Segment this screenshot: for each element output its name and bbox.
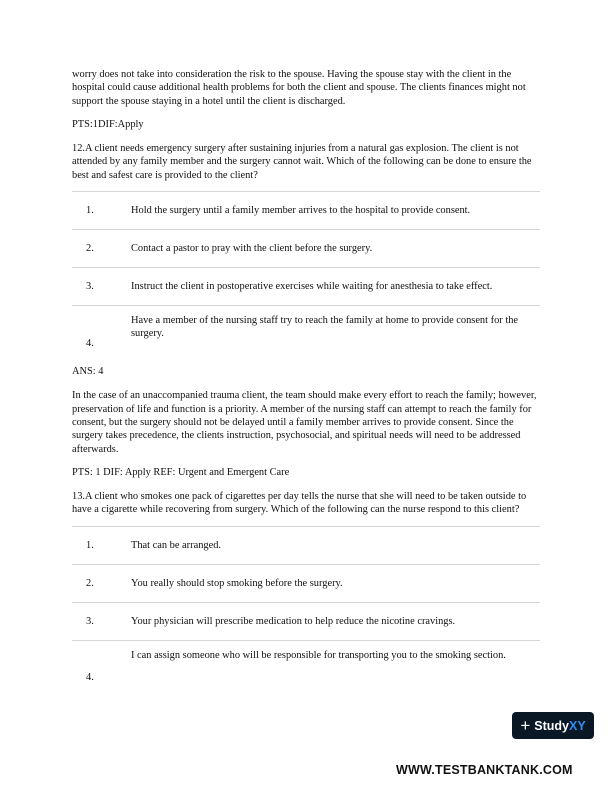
option-row <box>72 268 540 306</box>
option-row <box>72 192 540 230</box>
previous-meta: PTS:1DIF:Apply <box>72 118 144 130</box>
question-12-rationale: In the case of an unaccompanied trauma client, the team should make every effort to reach the family; however, preservation of life and function is a priority. A member of the nursing staff can attempt to reach the family for consent, but the surgery should not be delayed until a family member arrives to provide consent. Since the surgery takes precedence, the clients instruction, psychosocial, and spiritual needs will need to be addressed afterwards. <box>72 390 537 455</box>
site-url: WWW.TESTBANKTANK.COM <box>396 763 573 777</box>
logo-xy-text: XY <box>568 718 586 733</box>
option-number: 4. <box>86 337 94 349</box>
option-row <box>72 527 540 565</box>
option-text: You really should stop smoking before the surgery. <box>131 577 343 589</box>
studyxy-logo <box>512 712 594 739</box>
question-12-meta: PTS: 1 DIF: Apply REF: Urgent and Emergent Care <box>72 466 290 478</box>
logo-study-text: Study <box>534 718 569 733</box>
option-row <box>72 230 540 268</box>
option-text: Contact a pastor to pray with the client before the surgery. <box>131 242 373 254</box>
option-row <box>72 641 540 689</box>
option-number: 1. <box>86 539 94 551</box>
question-12-options <box>72 191 540 354</box>
document-page <box>72 68 540 689</box>
option-text: Have a member of the nursing staff try to reach the family at home to provide consent for the surgery. <box>131 315 519 340</box>
option-number: 3. <box>86 280 94 292</box>
question-12-answer: ANS: 4 <box>72 366 104 378</box>
option-number: 2. <box>86 242 94 254</box>
option-text: Hold the surgery until a family member arrives to the hospital to provide consent. <box>131 204 471 216</box>
option-row <box>72 565 540 603</box>
option-text: I can assign someone who will be responsible for transporting you to the smoking section. <box>131 649 506 661</box>
option-row <box>72 306 540 354</box>
option-text: Instruct the client in postoperative exercises while waiting for anesthesia to take effect. <box>131 280 493 292</box>
option-row <box>72 603 540 641</box>
option-text: That can be arranged. <box>131 539 221 551</box>
question-13-stem: 13.A client who smokes one pack of cigarettes per day tells the nurse that she will need to be taken outside to have a cigarette while recovering from surgery. Which of the following can the nurse respond to this client? <box>72 491 527 516</box>
question-13-options <box>72 526 540 689</box>
option-text: Your physician will prescribe medication to help reduce the nicotine cravings. <box>131 615 456 627</box>
option-number: 1. <box>86 204 94 216</box>
option-number: 2. <box>86 577 94 589</box>
question-12-stem: 12.A client needs emergency surgery after sustaining injuries from a natural gas explosion. The client is not attended by any family member and the surgery cannot wait. Which of the following can be done to ensure the best and safest care is provided to the client? <box>72 143 532 181</box>
plus-icon: + <box>520 716 531 735</box>
previous-rationale: worry does not take into consideration the risk to the spouse. Having the spouse stay with the client in the hospital could cause additional health problems for both the client and spouse. The clients finances might not support the spouse staying in a hotel until the client is discharged. <box>72 69 526 107</box>
option-number: 4. <box>86 672 94 684</box>
option-number: 3. <box>86 615 94 627</box>
